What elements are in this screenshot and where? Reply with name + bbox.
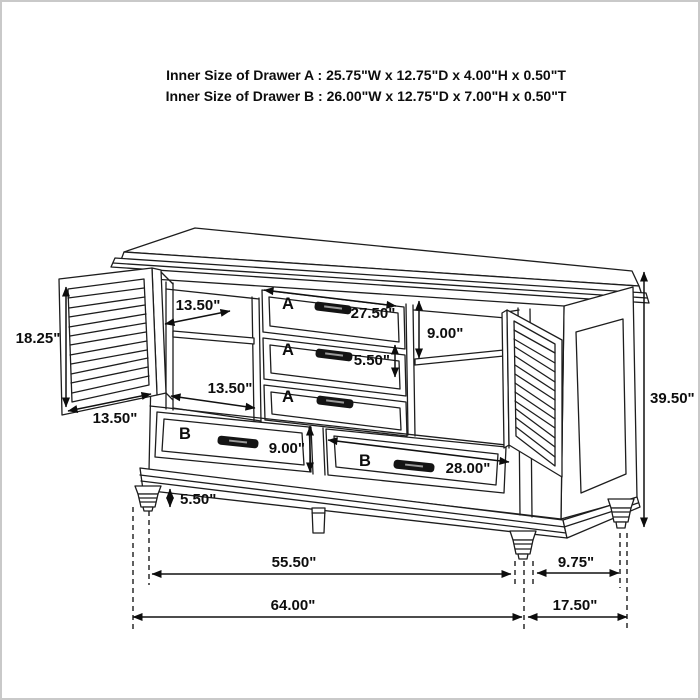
dim-side-feet-span: 9.75": [557, 554, 595, 571]
drawer-a-inner-size-note: Inner Size of Drawer A : 25.75"W x 12.75"D x 4.00"H x 0.50"T: [166, 67, 566, 83]
dresser-line-drawing: [2, 2, 698, 698]
dim-drawer-b-height: 9.00": [268, 440, 305, 457]
dim-left-shelf-width: 13.50": [175, 297, 221, 314]
drawer-b-left-label: B: [179, 425, 191, 443]
dim-overall-height: 39.50": [650, 390, 695, 407]
dim-drawer-b-width: 28.00": [445, 460, 491, 477]
dim-overall-depth: 17.50": [552, 597, 598, 614]
dim-overall-width: 64.00": [270, 597, 316, 614]
dim-left-compartment-width: 13.50": [207, 380, 253, 397]
back-right-foot: [608, 499, 634, 528]
front-right-foot: [510, 531, 536, 559]
drawer-b-inner-size-note: Inner Size of Drawer B : 26.00"W x 12.75"D x 7.00"H x 0.50"T: [165, 88, 567, 104]
drawer-b-right-label: B: [359, 452, 371, 470]
front-left-foot: [135, 486, 161, 511]
right-side-panel: [561, 287, 637, 519]
drawer-a-1-label: A: [282, 295, 294, 313]
dim-drawer-a-width: 27.50": [350, 305, 396, 322]
dim-left-door-height: 18.25": [15, 330, 61, 347]
drawer-a-3-label: A: [282, 388, 294, 406]
dim-right-compartment-height: 9.00": [427, 325, 464, 342]
center-support-leg: [312, 508, 325, 533]
dim-front-feet-span: 55.50": [271, 554, 317, 571]
drawer-a-2-label: A: [282, 341, 294, 359]
dim-foot-height: 5.50": [180, 491, 217, 508]
dim-left-door-width: 13.50": [92, 410, 138, 427]
left-louvered-door: [59, 268, 173, 415]
dim-drawer-a-height: 5.50": [353, 352, 390, 369]
